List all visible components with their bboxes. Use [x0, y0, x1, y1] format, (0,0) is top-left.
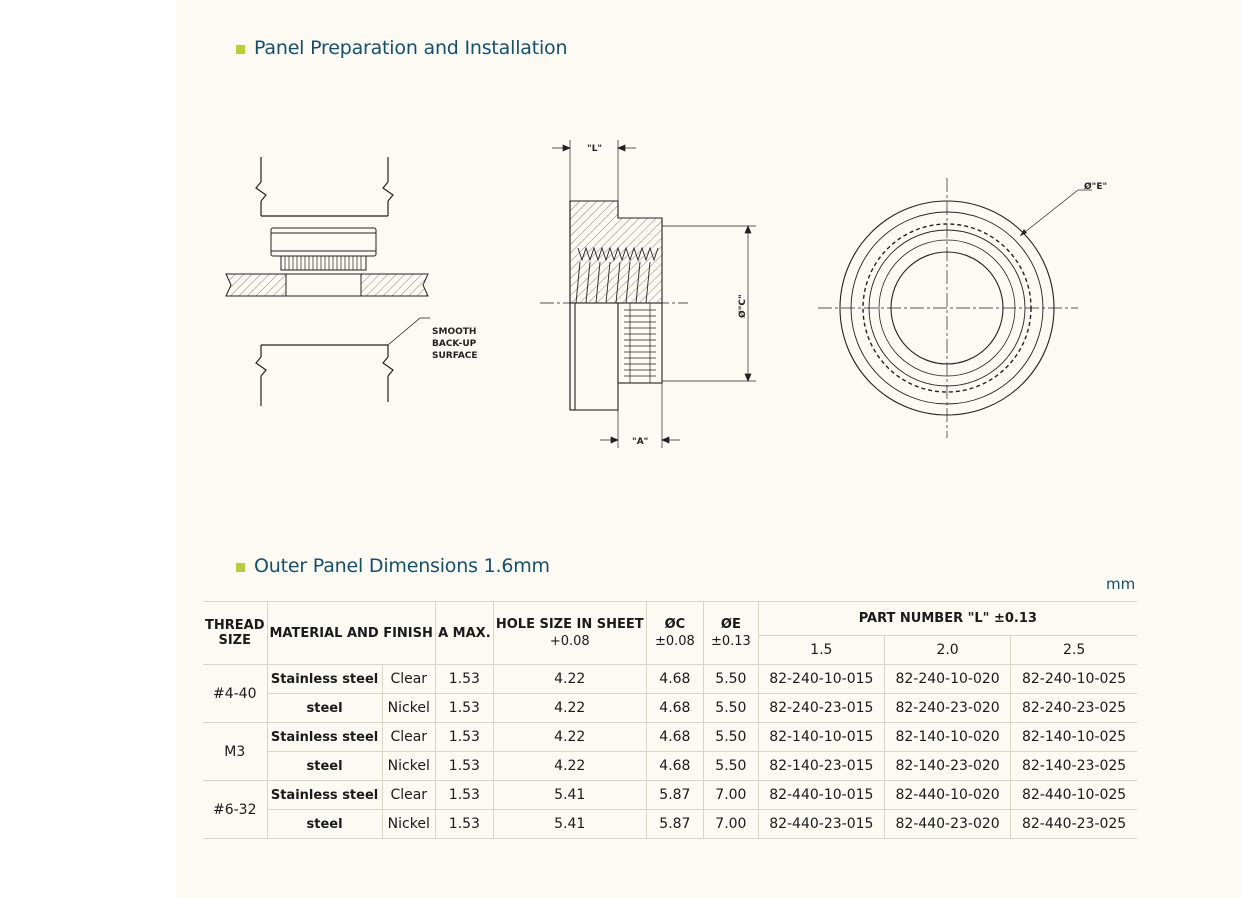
part-number-cell: 82-240-23-020	[884, 694, 1010, 723]
hole-size-cell: 4.22	[493, 723, 646, 752]
material-cell: Stainless steel	[267, 665, 382, 694]
finish-cell: Clear	[382, 665, 435, 694]
header-hole-size-line2: +0.08	[549, 634, 590, 649]
finish-cell: Clear	[382, 723, 435, 752]
e-cell: 5.50	[704, 752, 759, 781]
dim-l-label: "L"	[587, 144, 603, 154]
part-number-cell: 82-240-10-015	[758, 665, 884, 694]
header-c-line2: ±0.08	[654, 634, 695, 649]
sheet-panel	[226, 274, 428, 296]
dimensions-section-title: Outer Panel Dimensions 1.6mm	[254, 555, 550, 577]
hole-size-cell: 5.41	[493, 781, 646, 810]
dim-e-label: Ø"E"	[1084, 182, 1108, 192]
hole-size-cell: 5.41	[493, 810, 646, 839]
part-number-cell: 82-140-23-020	[884, 752, 1010, 781]
dim-a-label: "A"	[632, 437, 649, 447]
header-e-line1: ØE	[720, 617, 741, 632]
header-l-3: 2.5	[1011, 636, 1137, 665]
header-c	[646, 602, 703, 665]
hole-size-cell: 4.22	[493, 752, 646, 781]
material-cell: Stainless steel	[267, 781, 382, 810]
material-cell: steel	[267, 752, 382, 781]
table-row	[203, 723, 1137, 752]
hole-size-cell: 4.22	[493, 694, 646, 723]
table-row	[203, 810, 1137, 839]
c-cell: 4.68	[646, 694, 703, 723]
header-c-line1: ØC	[664, 617, 686, 632]
thread-size-cell: #4-40	[203, 665, 267, 723]
part-number-cell: 82-440-23-015	[758, 810, 884, 839]
part-number-cell: 82-240-10-020	[884, 665, 1010, 694]
material-cell: steel	[267, 694, 382, 723]
smooth-label-line-3: SURFACE	[432, 351, 478, 361]
part-number-cell: 82-440-10-025	[1011, 781, 1137, 810]
unit-label: mm	[1106, 575, 1136, 593]
part-number-cell: 82-440-23-020	[884, 810, 1010, 839]
part-number-cell: 82-140-10-020	[884, 723, 1010, 752]
c-cell: 4.68	[646, 723, 703, 752]
header-l-2: 2.0	[884, 636, 1010, 665]
c-cell: 5.87	[646, 810, 703, 839]
smooth-label-line-2: BACK-UP	[432, 339, 477, 349]
hole-size-cell: 4.22	[493, 665, 646, 694]
header-hole-size-line1: HOLE SIZE IN SHEET	[495, 617, 644, 632]
a-max-cell: 1.53	[435, 723, 493, 752]
press-anvil-lower	[256, 318, 430, 406]
material-cell: steel	[267, 810, 382, 839]
header-a-max: A MAX.	[435, 602, 493, 665]
header-e-line2: ±0.13	[710, 634, 751, 649]
part-number-cell: 82-140-23-015	[758, 752, 884, 781]
fastener-body	[271, 228, 376, 270]
header-material-finish: MATERIAL AND FINISH	[267, 602, 435, 665]
part-number-cell: 82-440-10-020	[884, 781, 1010, 810]
side-section-view	[570, 201, 662, 410]
thread-size-cell: #6-32	[203, 781, 267, 839]
part-number-cell: 82-140-10-025	[1011, 723, 1137, 752]
header-e	[704, 602, 759, 665]
e-cell: 5.50	[704, 694, 759, 723]
part-number-cell: 82-140-10-015	[758, 723, 884, 752]
part-number-cell: 82-440-10-015	[758, 781, 884, 810]
a-max-cell: 1.53	[435, 665, 493, 694]
c-cell: 4.68	[646, 752, 703, 781]
table-row	[203, 752, 1137, 781]
a-max-cell: 1.53	[435, 810, 493, 839]
installation-section-title: Panel Preparation and Installation	[254, 37, 568, 59]
table-row	[203, 781, 1137, 810]
finish-cell: Nickel	[382, 810, 435, 839]
part-number-cell: 82-240-23-015	[758, 694, 884, 723]
e-cell: 7.00	[704, 781, 759, 810]
finish-cell: Nickel	[382, 694, 435, 723]
e-cell: 5.50	[704, 665, 759, 694]
part-number-cell: 82-240-10-025	[1011, 665, 1137, 694]
finish-cell: Clear	[382, 781, 435, 810]
a-max-cell: 1.53	[435, 781, 493, 810]
part-number-cell: 82-140-23-025	[1011, 752, 1137, 781]
section-bullet-icon	[236, 563, 245, 572]
table-row	[203, 694, 1137, 723]
e-cell: 7.00	[704, 810, 759, 839]
dimensions-table	[203, 601, 1137, 839]
header-l-1: 1.5	[758, 636, 884, 665]
dim-c-label: Ø"C"	[738, 294, 748, 318]
part-number-cell: 82-440-23-025	[1011, 810, 1137, 839]
material-cell: Stainless steel	[267, 723, 382, 752]
thread-size-cell: M3	[203, 723, 267, 781]
header-part-number: PART NUMBER "L" ±0.13	[758, 602, 1137, 636]
finish-cell: Nickel	[382, 752, 435, 781]
header-hole-size	[493, 602, 646, 665]
a-max-cell: 1.53	[435, 752, 493, 781]
c-cell: 5.87	[646, 781, 703, 810]
front-view	[818, 178, 1092, 438]
a-max-cell: 1.53	[435, 694, 493, 723]
smooth-label-line-1: SMOOTH	[432, 327, 477, 337]
e-cell: 5.50	[704, 723, 759, 752]
header-thread-size: THREAD SIZE	[203, 602, 267, 665]
press-tool-upper	[256, 157, 393, 216]
table-row	[203, 665, 1137, 694]
c-cell: 4.68	[646, 665, 703, 694]
part-number-cell: 82-240-23-025	[1011, 694, 1137, 723]
